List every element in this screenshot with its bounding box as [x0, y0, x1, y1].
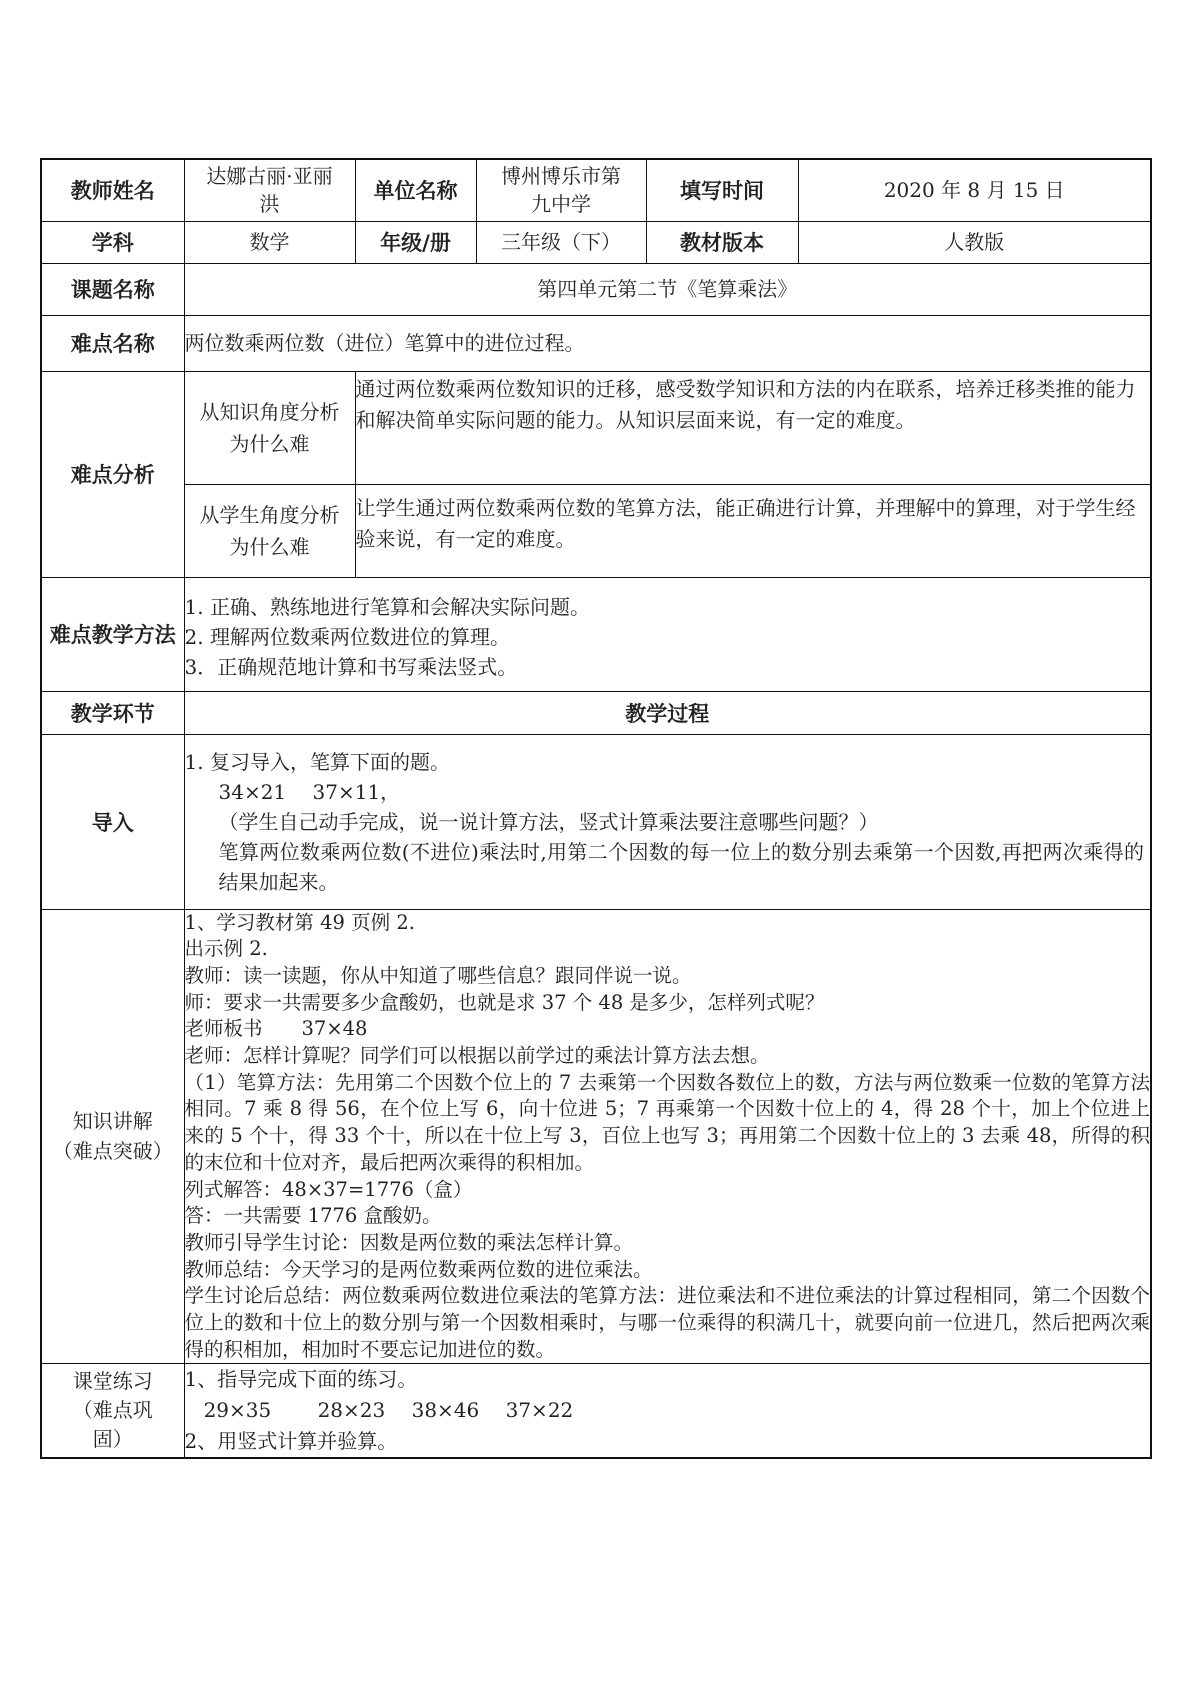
practice-line-2: 29×35 28×23 38×46 37×22 [184, 1398, 574, 1423]
edition-label: 教材版本 [646, 221, 798, 263]
explain-paragraph-2: 学生讨论后总结：两位数乘两位数进位乘法的笔算方法：进位乘法和不进位乘法的计算过程相同，第二个因数个位上的数和十位上的数分别与第一个因数相乘时，与哪一位乘得的积满几十，就要向前一位进几，然后把两次乘得的积相加，相加时不要忘记加进位的数。 [184, 1284, 1150, 1361]
intro-line-4: 笔算两位数乘两位数(不进位)乘法时,用第二个因数的每一位上的数分别去乘第一个因数,再把两次乘得的结果加起来。 [218, 839, 1144, 894]
methods-label: 难点教学方法 [41, 577, 184, 691]
explain-row [41, 909, 1151, 1364]
student-angle-text: 让学生通过两位数乘两位数的笔算方法，能正确进行计算，并理解中的算理，对于学生经验来说，有一定的难度。 [355, 484, 1151, 577]
explain-line-10: 教师总结：今天学习的是两位数乘两位数的进位乘法。 [184, 1257, 653, 1281]
fill-time-value: 2020 年 8 月 15 日 [798, 159, 1151, 221]
difficulty-value: 两位数乘两位数（进位）笔算中的进位过程。 [184, 315, 1151, 371]
edition-value: 人教版 [798, 221, 1151, 263]
explain-line-8: 答：一共需要 1776 盒酸奶。 [184, 1204, 442, 1228]
explain-line-1: 1、学习教材第 49 页例 2. [184, 910, 415, 934]
grade-label: 年级/册 [355, 221, 476, 263]
methods-list [184, 577, 1151, 691]
knowledge-angle-label: 从知识角度分析为什么难 [184, 371, 355, 484]
header-row-2 [41, 221, 1151, 263]
teacher-name-label: 教师姓名 [41, 159, 184, 221]
intro-row [41, 734, 1151, 909]
method-item-2: 2. 理解两位数乘两位数进位的算理。 [184, 625, 510, 649]
explain-line-9: 教师引导学生讨论：因数是两位数的乘法怎样计算。 [184, 1230, 634, 1254]
unit-name-label: 单位名称 [355, 159, 476, 221]
practice-label [41, 1364, 184, 1459]
lesson-plan-table [40, 158, 1152, 1459]
explain-paragraph-1: （1）笔算方法：先用第二个因数个位上的 7 去乘第一个因数各数位上的数，方法与两位数乘一位数的笔算方法相同。7 乘 8 得 56，在个位上写 6，向十位进 5；7 再乘第一个因数十位上的 4，得 28 个十，加上个位进上来的 5 个十，得 33 个十，所以在十位上写 3，百位上也写 3；再用第二个因数十位上的 3 去乘 48，所得的积的末位和十位对齐，最后把两次乘得的积相加。 [184, 1070, 1150, 1174]
intro-content [184, 734, 1151, 909]
grade-value: 三年级（下） [476, 221, 646, 263]
explain-content [184, 909, 1151, 1364]
student-angle-label: 从学生角度分析为什么难 [184, 484, 355, 577]
explain-line-5: 老师板书 37×48 [184, 1017, 368, 1041]
practice-row [41, 1364, 1151, 1459]
analysis-student-row [41, 484, 1151, 577]
method-item-1: 1. 正确、熟练地进行笔算和会解决实际问题。 [184, 595, 590, 619]
subject-label: 学科 [41, 221, 184, 263]
analysis-knowledge-row [41, 371, 1151, 484]
explain-line-3: 教师：读一读题，你从中知道了哪些信息？跟同伴说一说。 [184, 963, 692, 987]
explain-line-7: 列式解答：48×37=1776（盒） [184, 1177, 473, 1201]
unit-name-value: 博州博乐市第九中学 [476, 159, 646, 221]
practice-content [184, 1364, 1151, 1459]
practice-label-line-1: 课堂练习 [72, 1369, 153, 1394]
explain-line-2: 出示例 2. [184, 937, 268, 961]
explain-line-4: 师：要求一共需要多少盒酸奶，也就是求 37 个 48 是多少，怎样列式呢？ [184, 990, 825, 1014]
teacher-name-value: 达娜古丽·亚丽洪 [184, 159, 355, 221]
analysis-label: 难点分析 [41, 371, 184, 577]
difficulty-row [41, 315, 1151, 371]
process-header-row [41, 691, 1151, 734]
topic-value: 第四单元第二节《笔算乘法》 [184, 263, 1151, 315]
intro-line-3: （学生自己动手完成，说一说计算方法，竖式计算乘法要注意哪些问题？） [218, 809, 879, 834]
explain-label [41, 909, 184, 1364]
fill-time-label: 填写时间 [646, 159, 798, 221]
intro-line-1: 1. 复习导入，笔算下面的题。 [184, 749, 450, 774]
explain-label-line-2: （难点突破） [52, 1139, 173, 1164]
explain-line-6: 老师：怎样计算呢？同学们可以根据以前学过的乘法计算方法去想。 [184, 1044, 770, 1068]
topic-row [41, 263, 1151, 315]
difficulty-label: 难点名称 [41, 315, 184, 371]
topic-label: 课题名称 [41, 263, 184, 315]
practice-line-1: 1、指导完成下面的练习。 [184, 1367, 418, 1392]
methods-row [41, 577, 1151, 691]
method-item-3: 3．正确规范地计算和书写乘法竖式。 [184, 655, 518, 679]
intro-label: 导入 [41, 734, 184, 909]
explain-label-line-1: 知识讲解 [72, 1109, 153, 1134]
practice-label-line-3: 固） [92, 1427, 133, 1452]
stage-header-label: 教学环节 [41, 691, 184, 734]
header-row-1 [41, 159, 1151, 221]
knowledge-angle-text: 通过两位数乘两位数知识的迁移，感受数学知识和方法的内在联系，培养迁移类推的能力和解决简单实际问题的能力。从知识层面来说，有一定的难度。 [355, 371, 1151, 484]
practice-line-3: 2、用竖式计算并验算。 [184, 1429, 398, 1454]
practice-label-line-2: （难点巩 [72, 1398, 153, 1423]
subject-value: 数学 [184, 221, 355, 263]
intro-line-2: 34×21 37×11， [218, 779, 401, 804]
process-header-label: 教学过程 [184, 691, 1151, 734]
